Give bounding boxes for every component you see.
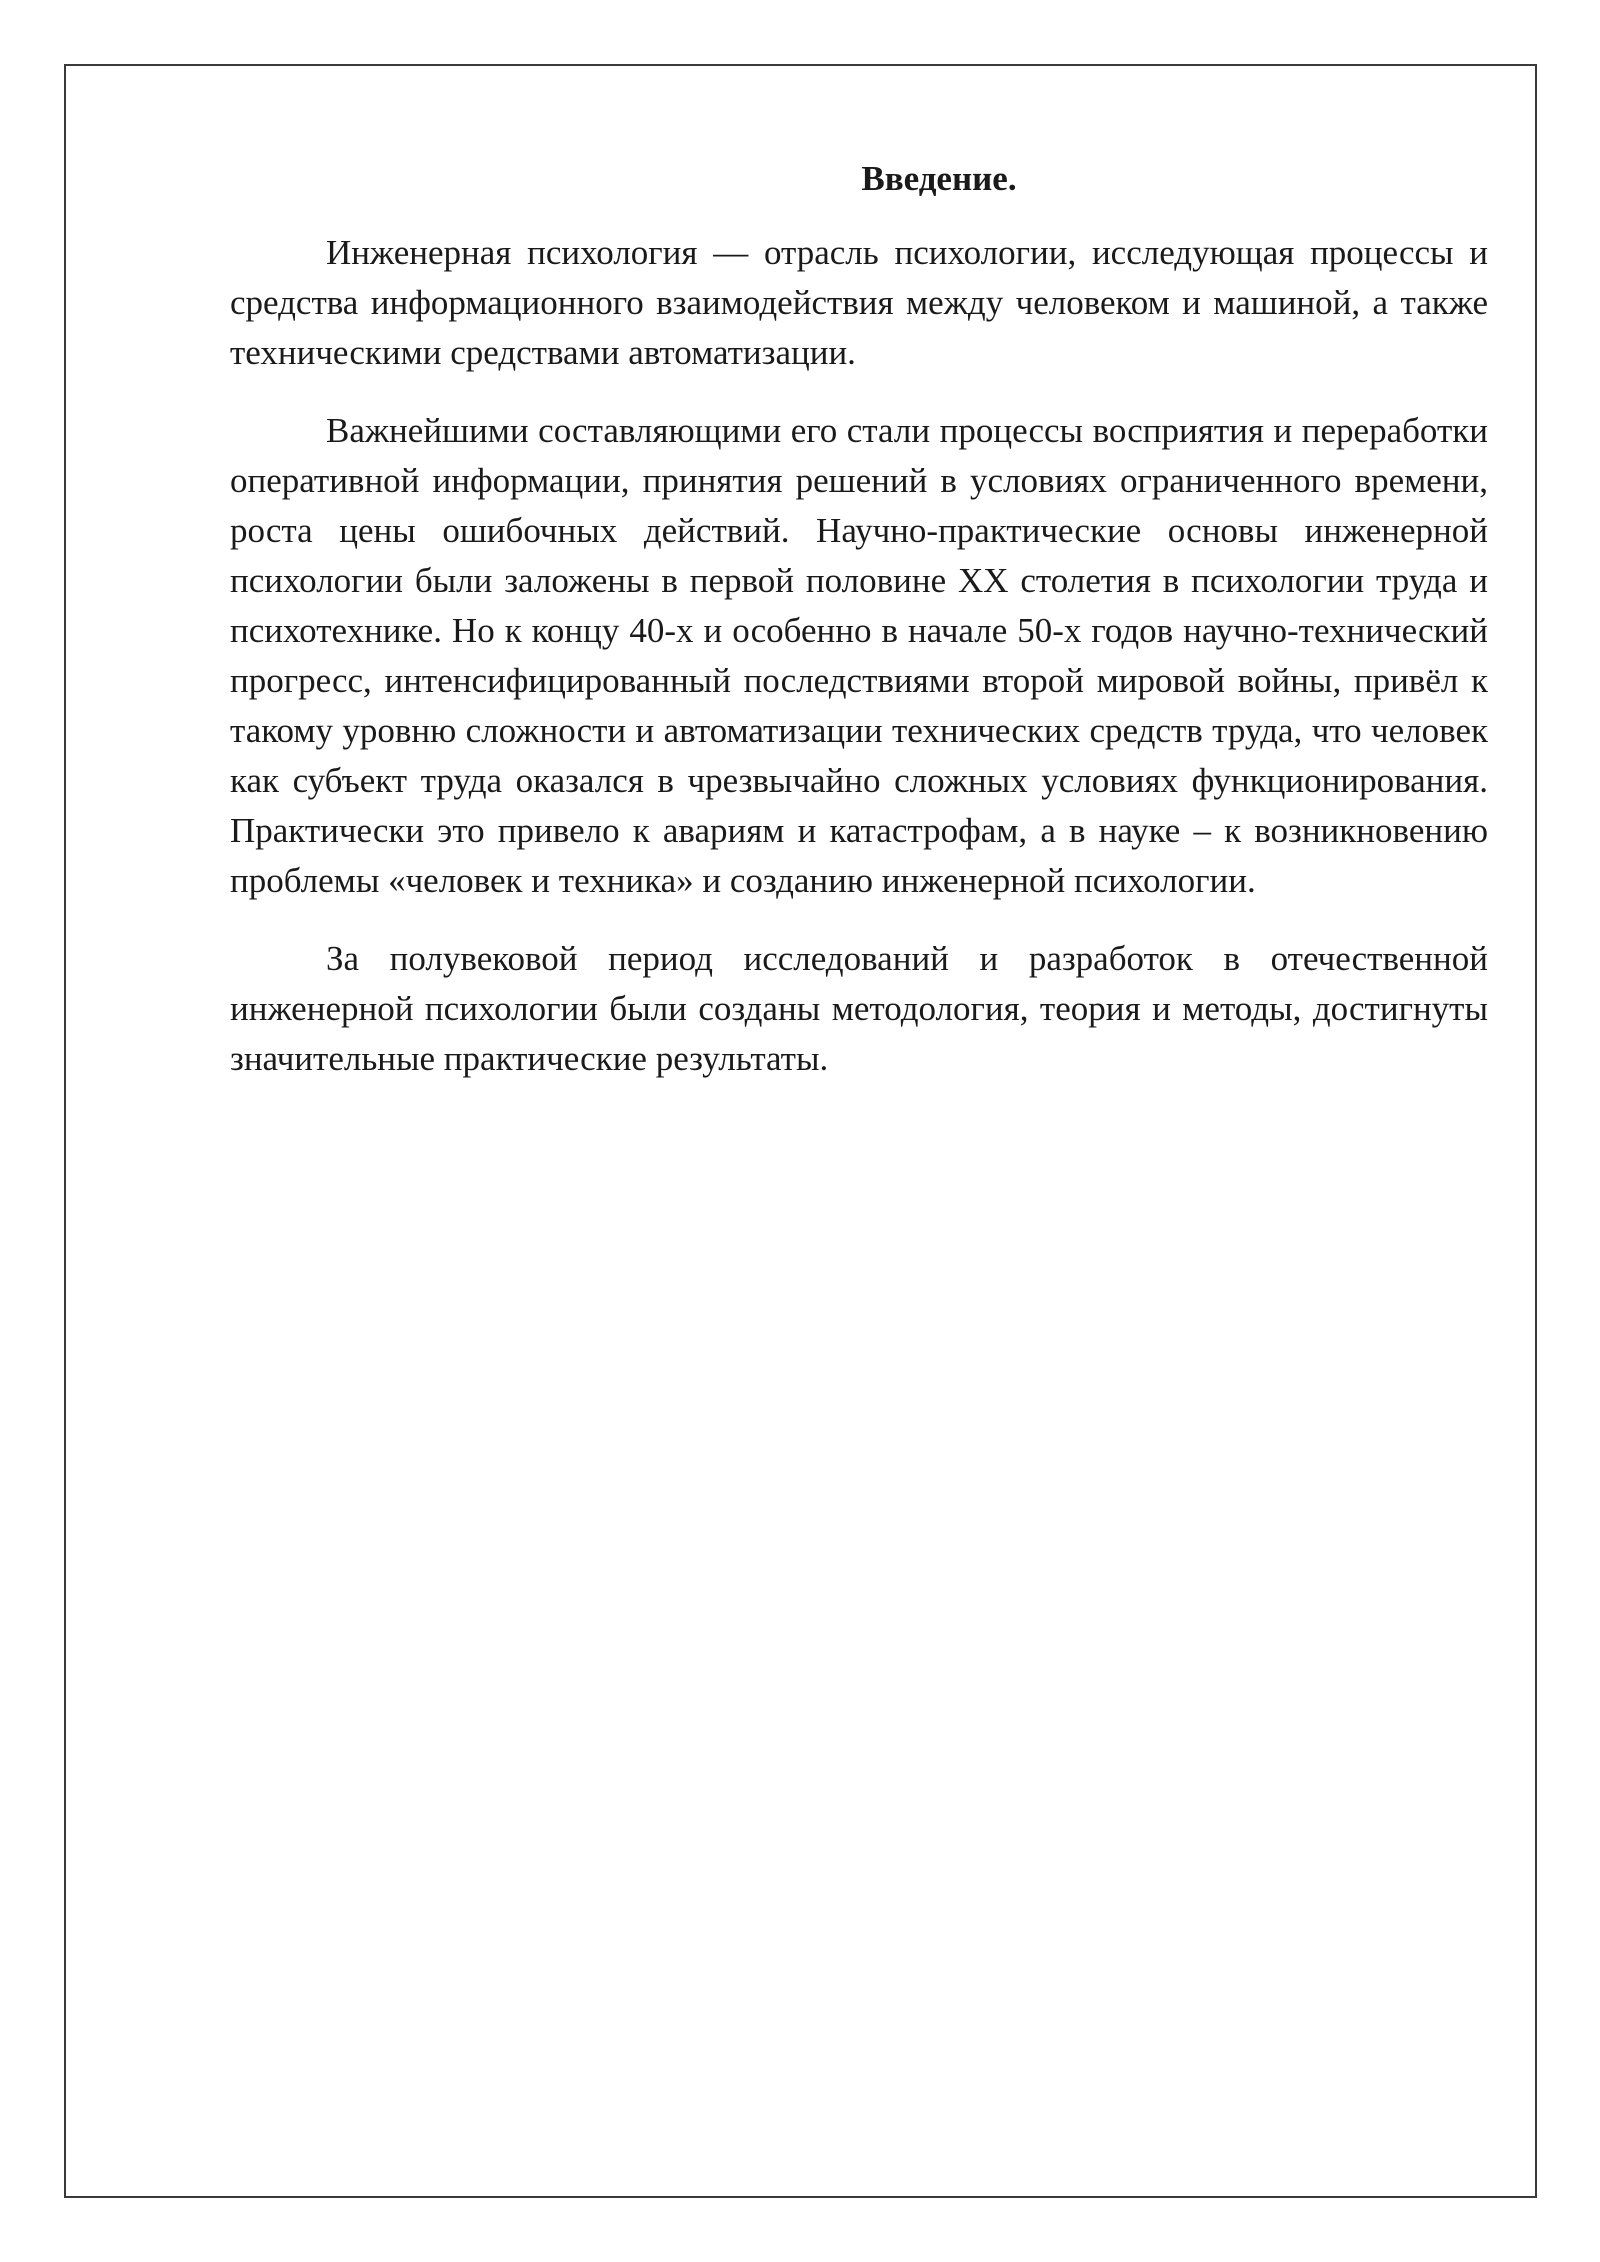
section-heading: Введение.: [861, 159, 1017, 198]
document-body: [230, 154, 1488, 1112]
paragraph-2: Важнейшими составляющими его стали процессы восприятия и переработки оперативной информации, принятия решений в условиях ограниченного времени, роста цены ошибочных действий. Научно-практические основы инженерной психологии были заложены в первой половине XX столетия в психологии труда и психотехнике. Но к концу 40-х и особенно в начале 50-х годов научно-технический прогресс, интенсифицированный последствиями второй мировой войны, привёл к такому уровню сложности и автоматизации технических средств труда, что человек как субъект труда оказался в чрезвычайно сложных условиях функционирования. Практически это привело к авариям и катастрофам, а в науке – к возникновению проблемы «человек и техника» и созданию инженерной психологии.: [230, 411, 1488, 900]
document-page: [64, 64, 1537, 2198]
paragraph-3: За полувековой период исследований и разработок в отечественной инженерной психологии были созданы методология, теория и методы, достигнуты значительные практические результаты.: [230, 939, 1488, 1078]
paragraph-1: Инженерная психология — отрасль психологии, исследующая процессы и средства информационного взаимодействия между человеком и машиной, а также техническими средствами автоматизации.: [230, 233, 1488, 372]
